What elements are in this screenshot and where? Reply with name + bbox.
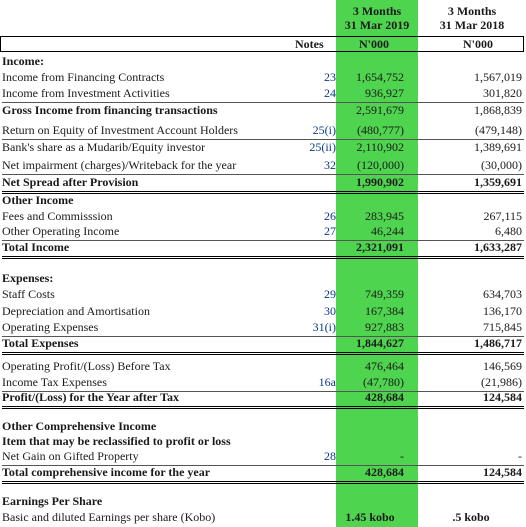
- table-row: [2, 122, 524, 140]
- row-current-value: 167,384: [365, 304, 404, 318]
- table-row: [2, 303, 524, 320]
- row-previous-value: 1,359,691: [474, 175, 522, 189]
- row-note: 27: [324, 224, 336, 238]
- table-row: [2, 319, 524, 337]
- row-note: 32: [324, 158, 336, 172]
- current-period-line1: 3 Months: [352, 4, 402, 18]
- table-row: [2, 85, 524, 103]
- row-previous-value: 634,703: [483, 287, 522, 301]
- eps-row: [2, 509, 524, 526]
- row-current-value: -: [400, 449, 404, 463]
- row-label: Gross Income from financing transactions: [2, 103, 218, 117]
- row-current-value: 927,883: [365, 320, 404, 334]
- income-heading-row: [2, 53, 524, 70]
- table-row: [2, 286, 524, 303]
- row-note: 31(i): [312, 320, 336, 334]
- table-row: [2, 102, 524, 119]
- row-previous-value: 1,567,019: [474, 70, 522, 84]
- profit-after-tax-row: [2, 389, 524, 409]
- table-row: [2, 223, 524, 241]
- row-label: Operating Expenses: [2, 320, 99, 334]
- row-previous-value: 146,569: [483, 359, 522, 373]
- current-unit-header: N'000: [359, 37, 389, 51]
- row-previous-value: 1,633,287: [474, 240, 522, 254]
- eps-heading-row: [2, 493, 524, 510]
- previous-period-line1: 3 Months: [447, 4, 497, 18]
- table-row: [2, 157, 524, 175]
- row-note: 30: [324, 304, 336, 318]
- row-current-value: 1,654,752: [356, 70, 404, 84]
- row-previous-value: 715,845: [483, 320, 522, 334]
- row-previous-value: .5 kobo: [452, 510, 490, 524]
- total-expenses-row: [2, 335, 524, 355]
- row-label: Net Spread after Provision: [2, 175, 139, 189]
- row-current-value: 1,844,627: [356, 336, 404, 350]
- previous-unit-header: N'000: [463, 37, 493, 51]
- row-current-value: 2,321,091: [356, 240, 404, 254]
- row-label: Expenses:: [2, 271, 54, 285]
- row-previous-value: 301,820: [483, 86, 522, 100]
- row-current-value: 46,244: [371, 224, 404, 238]
- row-current-value: 428,684: [365, 465, 404, 479]
- row-note: 29: [324, 287, 336, 301]
- row-current-value: 1,990,902: [356, 175, 404, 189]
- row-label: Income from Financing Contracts: [2, 70, 165, 84]
- row-previous-value: 136,170: [483, 304, 522, 318]
- row-current-value: (120,000): [357, 158, 404, 172]
- row-previous-value: (479,148): [475, 123, 522, 137]
- row-current-value: 1.45 kobo: [345, 510, 395, 524]
- row-note: 25(i): [312, 123, 336, 137]
- table-row: [2, 69, 524, 86]
- expenses-heading-row: [2, 270, 524, 287]
- row-label: Operating Profit/(Loss) Before Tax: [2, 359, 171, 373]
- net-spread-row: [2, 174, 524, 194]
- row-label: Profit/(Loss) for the Year after Tax: [2, 390, 179, 404]
- row-current-value: 936,927: [365, 86, 404, 100]
- row-label: Income from Investment Activities: [2, 86, 170, 100]
- row-label: Total comprehensive income for the year: [2, 465, 211, 479]
- current-period-header: [336, 0, 418, 40]
- row-note: 24: [324, 86, 336, 100]
- row-current-value: 428,684: [365, 390, 404, 404]
- row-label: Earnings Per Share: [2, 494, 103, 508]
- table-row: [2, 358, 524, 375]
- notes-header: Notes: [295, 37, 324, 51]
- row-previous-value: (30,000): [481, 158, 522, 172]
- row-label: Net impairment (charges)/Writeback for the year: [2, 158, 237, 172]
- row-previous-value: 124,584: [483, 465, 522, 479]
- row-label: Net Gain on Gifted Property: [2, 449, 139, 463]
- row-note: 28: [324, 449, 336, 463]
- row-label: Staff Costs: [2, 287, 55, 301]
- row-note: 16a: [318, 375, 336, 389]
- current-period-line2: 31 Mar 2019: [344, 18, 410, 32]
- row-label: Other Comprehensive Income: [2, 419, 157, 433]
- row-current-value: 2,110,902: [356, 140, 404, 154]
- row-previous-value: 124,584: [483, 390, 522, 404]
- row-current-value: (480,777): [357, 123, 404, 137]
- row-label: Other Operating Income: [2, 224, 120, 238]
- row-label: Return on Equity of Investment Account Holders: [2, 123, 238, 137]
- previous-period-line2: 31 Mar 2018: [439, 18, 505, 32]
- row-note: 26: [324, 209, 336, 223]
- row-previous-value: 267,115: [483, 209, 522, 223]
- row-previous-value: 1,868,839: [474, 103, 522, 117]
- row-label: Item that may be reclassified to profit or loss: [2, 434, 231, 448]
- row-label: Total Income: [2, 240, 70, 254]
- row-current-value: (47,780): [363, 375, 404, 389]
- row-note: 23: [324, 70, 336, 84]
- row-previous-value: 1,486,717: [474, 336, 522, 350]
- total-comprehensive-income-row: [2, 464, 524, 484]
- table-row: [2, 448, 524, 466]
- total-income-row: [2, 239, 524, 259]
- row-label: Basic and diluted Earnings per share (Kobo): [2, 510, 216, 524]
- row-previous-value: (21,986): [481, 375, 522, 389]
- column-header-bar: [0, 36, 524, 52]
- row-label: Bank's share as a Mudarib/Equity investor: [2, 140, 206, 154]
- row-label: Income:: [2, 54, 44, 68]
- row-current-value: 476,464: [365, 359, 404, 373]
- row-note: 25(ii): [309, 140, 336, 154]
- row-previous-value: -: [518, 449, 522, 463]
- row-label: Income Tax Expenses: [2, 375, 107, 389]
- row-label: Other Income: [2, 193, 74, 207]
- table-row: [2, 139, 524, 156]
- row-label: Total Expenses: [2, 336, 79, 350]
- row-current-value: 2,591,679: [356, 103, 404, 117]
- other-income-heading-row: [2, 192, 524, 209]
- row-label: Depreciation and Amortisation: [2, 304, 150, 318]
- row-previous-value: 6,480: [495, 224, 522, 238]
- row-label: Fees and Commisssion: [2, 209, 113, 223]
- row-current-value: 283,945: [365, 209, 404, 223]
- row-previous-value: 1,389,691: [474, 140, 522, 154]
- row-current-value: 749,359: [365, 287, 404, 301]
- previous-period-header: [420, 0, 524, 40]
